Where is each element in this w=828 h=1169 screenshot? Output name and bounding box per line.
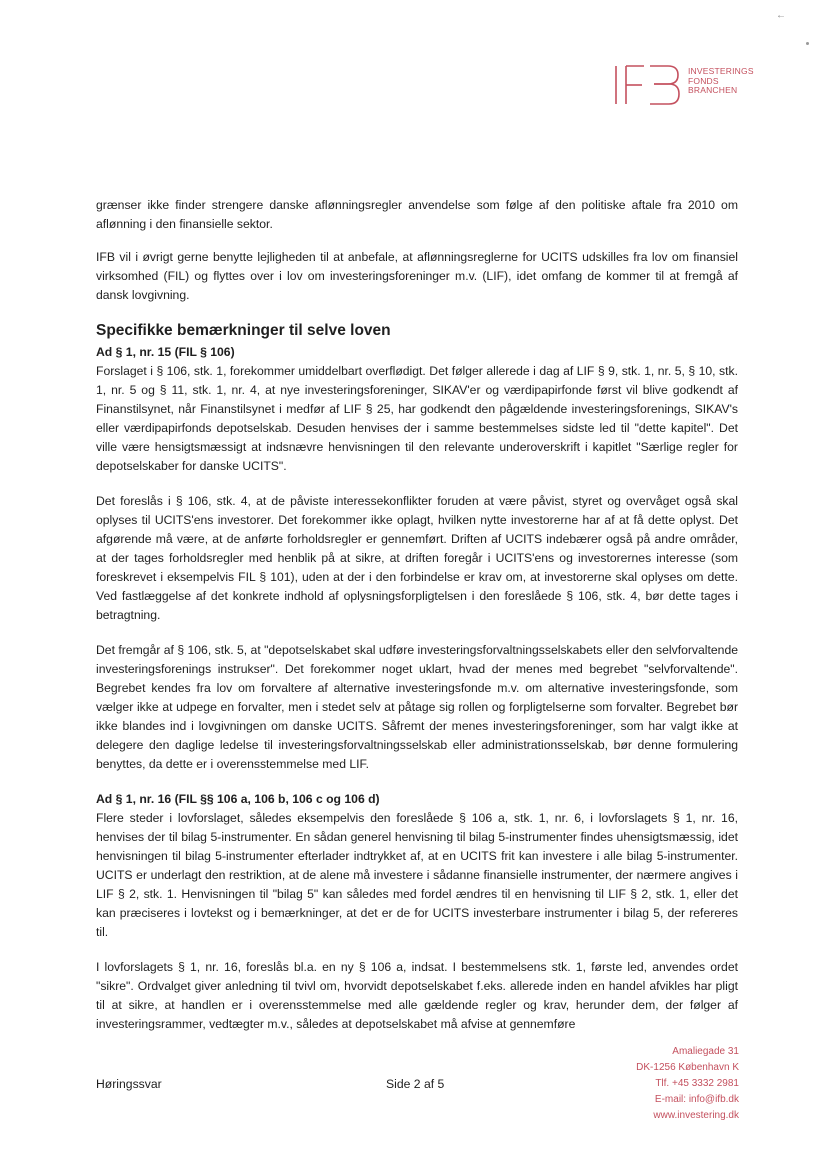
paragraph: Flere steder i lovforslaget, således eksempelvis den foreslåede § 106 a, stk. 1, nr. 6, i lovforslagets § 1, nr. 16, henvises der til bilag 5-instrumenter. En sådan generel henvisning til bilag 5-instrumenter findes uhensigtsmæssig, idet henvisningen til bilag 5-instrumenter efterlader indtrykket af, at en UCITS frit kan investere i alle bilag 5-instrumenter. UCITS er underlagt den restriktion, at de alene må investere i sådanne finansielle instrumenter, der nærmere angives i LIF § 2, stk. 1. Henvisningen til "bilag 5" kan således med fordel ændres til en henvisning til LIF § 2, stk. 1, eller det kan præciseres i lovtekst og i bemærkninger, at det er de for UCITS investerbare instrumenter i bilag 5, der refereres til. bbox=[96, 811, 738, 939]
subsection-heading: Ad § 1, nr. 16 (FIL §§ 106 a, 106 b, 106 c og 106 d) bbox=[96, 792, 380, 806]
section-heading: Specifikke bemærkninger til selve loven bbox=[96, 322, 391, 339]
page-number: Side 2 af 5 bbox=[386, 1077, 445, 1091]
address-website[interactable]: www.investering.dk bbox=[653, 1110, 739, 1121]
logo-line: BRANCHEN bbox=[688, 85, 738, 95]
paragraph: Det fremgår af § 106, stk. 5, at "depotselskabet skal udføre investeringsforvaltningsselskabets eller den selvforvaltende investeringsforenings instrukser". Det forekommer noget uklart, hvad der menes med begrebet "selvforvaltende". Begrebet kendes fra lov om forvaltere af alternative investeringsfonde m.v. om alternative investeringsfonde, som vælger ikke at udpege en forvalter, men i stedet selv at påtage sig rollen og forpligtelserne som forvalter. Begrebet bør ikke blandes ind i lovgivningen om danske UCITS. Såfremt der menes investeringsforeninger, som har valgt ikke at delegere den daglige ledelse til investeringsforvaltningsselskab eller administrationsselskab, bør denne formulering benyttes, da dette er i overensstemmelse med LIF. bbox=[96, 643, 738, 771]
address-city: DK-1256 København K bbox=[636, 1062, 739, 1073]
footer-doc-type: Høringssvar bbox=[96, 1077, 162, 1091]
logo-line: INVESTERINGS bbox=[688, 66, 754, 76]
document-body bbox=[96, 196, 738, 1050]
subsection-heading: Ad § 1, nr. 15 (FIL § 106) bbox=[96, 345, 235, 359]
scan-mark: ← bbox=[776, 10, 786, 21]
address-street: Amaliegade 31 bbox=[672, 1046, 739, 1057]
logo-line: FONDS bbox=[688, 75, 719, 86]
paragraph: grænser ikke finder strengere danske aflønningsregler anvendelse som følge af den politiske aftale fra 2010 om aflønning i den finansielle sektor. bbox=[96, 198, 738, 231]
paragraph: Det foreslås i § 106, stk. 4, at de påviste interessekonflikter foruden at være påvist, styret og overvåget også skal oplyses til UCITS'ens investorer. Det forekommer ikke oplagt, hvilken nytte investorerne har af at få dette oplyst. Det afgørende må være, at de anførte forholdsregler er gennemført. Driften af UCITS indebærer også på andre områder, at der tages forholdsregler med henblik på at sikre, at driften foregår i UCITS'ens og investorernes interesse (som foreskrevet i eksempelvis FIL § 101), uden at der i den forbindelse er krav om, at investorerne skal oplyses om dette. Ved fastlæggelse af det konkrete indhold af oplysningsforpligtelsen i den foreslåede § 106, stk. 4, bør dette tages i betragtning. bbox=[96, 494, 738, 622]
paragraph: I lovforslagets § 1, nr. 16, foreslås bl.a. en ny § 106 a, indsat. I bestemmelsens stk. 1, første led, anvendes ordet "sikre". Ordvalget giver anledning til tvivl om, hvorvidt depotselskabet f.eks. allerede inden en handel afvikles har pligt til at sikre, at handlen er i overensstemmelse med alle gældende regler og krav, herunder dem, der følger af investeringsrammer, vedtægter m.v., således at depotselskabet må afvise at gennemføre bbox=[96, 960, 738, 1031]
scan-dot bbox=[806, 42, 809, 45]
ifb-logo bbox=[612, 62, 762, 112]
paragraph: Forslaget i § 106, stk. 1, forekommer umiddelbart overflødigt. Det følger allerede i dag af LIF § 9, stk. 1, nr. 5, § 10, stk. 1, nr. 5 og § 11, stk. 1, nr. 4, at nye investeringsforeninger, SIKAV'er og værdipapirfonde først vil blive godkendt af Finanstilsynet, når Finanstilsynet i medfør af LIF § 25, har godkendt den pågældende investeringsforenings, SIKAV's eller værdipapirfonds depotselskab. Desuden henvises der i samme bestemmelses sidste led til "dette kapitel". Det ville være hensigtsmæssigt at indsnævre henvisningen til den relevante underoverskrift i kapitlet "Særlige regler for depotselskaber for danske UCITS". bbox=[96, 364, 738, 473]
contact-address bbox=[636, 1044, 739, 1124]
paragraph: IFB vil i øvrigt gerne benytte lejligheden til at anbefale, at aflønningsreglerne for UCITS udskilles fra lov om finansiel virksomhed (FIL) og flyttes over i lov om investeringsforeninger m.v. (LIF), idet omfang de kommer til at fremgå af dansk lovgivning. bbox=[96, 250, 738, 302]
address-phone: Tlf. +45 3332 2981 bbox=[655, 1078, 739, 1089]
ifb-logo-mark bbox=[612, 62, 682, 108]
logo-wordmark bbox=[688, 67, 754, 96]
address-email[interactable]: E-mail: info@ifb.dk bbox=[654, 1094, 739, 1105]
